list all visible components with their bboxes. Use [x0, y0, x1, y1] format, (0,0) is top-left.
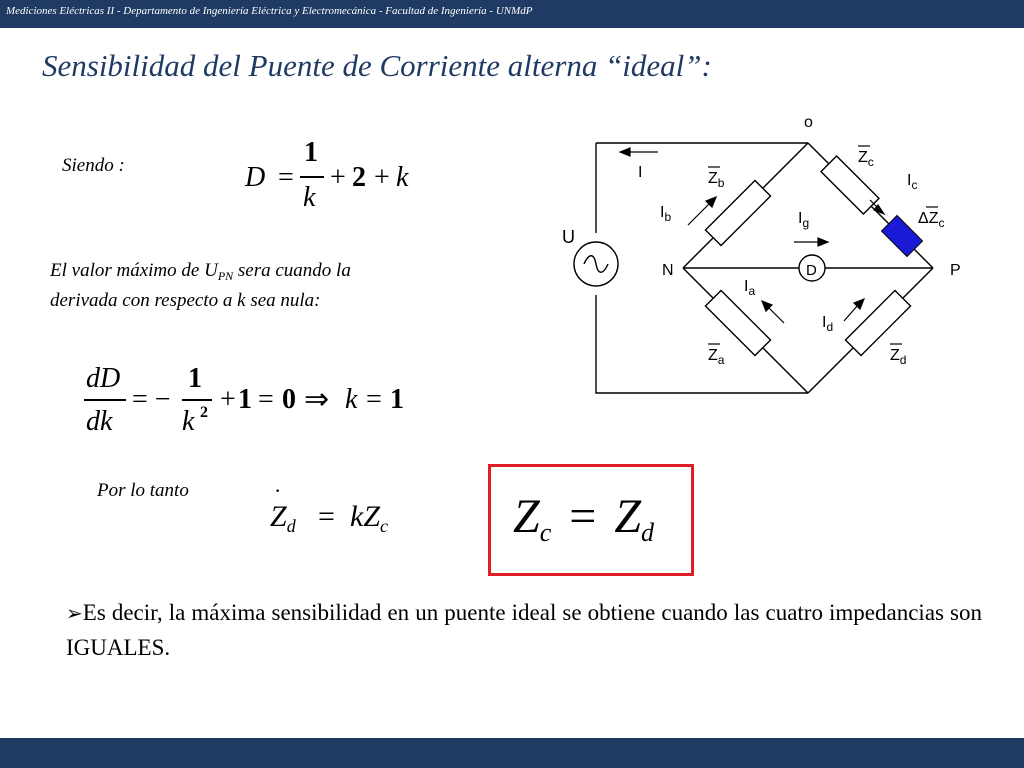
label-ia: $I_a$	[744, 278, 756, 298]
zd-rhs-k: k	[350, 500, 364, 533]
bridge-circuit-diagram	[540, 105, 980, 400]
por-lo-tanto-label: Por lo tanto	[97, 480, 189, 501]
zd-rhs-z: Z	[363, 500, 381, 533]
zd-eq: =	[318, 500, 335, 533]
deriv-num2: 1	[188, 363, 202, 394]
max-text-sub: PN	[217, 269, 234, 284]
deriv-k: k	[345, 384, 358, 415]
deriv-num: dD	[86, 363, 121, 394]
zd-rhs-sub: c	[380, 516, 389, 537]
arrow-ib	[688, 203, 710, 225]
impedance-za	[705, 290, 770, 355]
label-i: I	[638, 164, 643, 181]
arrow-ia	[768, 307, 784, 323]
delta-zc-block	[881, 215, 922, 256]
slide-title: Sensibilidad del Puente de Corriente alterna “ideal”:	[42, 48, 712, 83]
zd-lhs: Z	[270, 500, 287, 533]
deriv-exp: 2	[200, 404, 208, 421]
label-ic: $I_c$	[907, 172, 918, 192]
deriv-zero: 0	[282, 384, 296, 415]
formula-d-two: 2	[352, 162, 366, 193]
result-lhs: Z	[513, 490, 540, 543]
formula-d-plus1: +	[330, 162, 346, 193]
result-rhs-sub: d	[641, 518, 655, 548]
impedance-zb	[705, 180, 770, 245]
label-ib: $I_b$	[660, 204, 672, 224]
label-za: $Z_a$	[708, 347, 725, 367]
deriv-implies: ⇒	[304, 383, 330, 416]
zd-dot: ·	[274, 478, 282, 503]
formula-d-den: k	[303, 182, 316, 213]
deriv-plus: +	[220, 384, 236, 415]
max-text-post: sera cuando la	[233, 260, 351, 281]
formula-d-plus2: +	[374, 162, 390, 193]
footer-bar	[0, 738, 1024, 768]
result-lhs-sub: c	[539, 518, 552, 548]
formula-d-lhs: D	[245, 162, 266, 193]
deriv-eq: = −	[132, 384, 171, 415]
label-delta-zc: $\Delta Z_c$	[918, 210, 945, 230]
detector-label: D	[806, 262, 817, 279]
label-zd: $Z_d$	[890, 347, 907, 367]
result-formula	[513, 489, 655, 548]
label-id: $I_d$	[822, 314, 834, 334]
deriv-eq2: =	[258, 384, 274, 415]
result-eq: =	[569, 490, 597, 543]
bullet-arrow-icon: ➢	[66, 603, 83, 625]
max-text-line1	[50, 260, 351, 282]
max-text-pre: El valor máximo de U	[50, 260, 218, 281]
header-text: Mediciones Eléctricas II - Departamento de Ingeniería Eléctrica y Electromecánica - Facultad de Ingeniería - UNMdP	[6, 5, 533, 17]
label-zc: $Z_c$	[858, 149, 874, 169]
max-text-line2: derivada con respecto a k sea nula:	[50, 290, 321, 311]
result-rhs: Z	[614, 490, 642, 543]
siendo-label: Siendo :	[62, 155, 125, 176]
label-ig: $I_g$	[798, 210, 810, 230]
node-o: o	[804, 114, 813, 131]
node-n: N	[662, 262, 674, 279]
deriv-one: 1	[238, 384, 252, 415]
zd-lhs-sub: d	[286, 516, 296, 537]
formula-d-num: 1	[304, 137, 318, 168]
impedance-zd	[845, 290, 910, 355]
header-bar	[0, 0, 1024, 28]
deriv-fraction-bar2	[182, 399, 212, 401]
deriv-eq3: =	[366, 384, 382, 415]
node-p: P	[950, 262, 961, 279]
formula-d-fraction-bar	[300, 176, 324, 178]
formula-d-eq: =	[278, 162, 294, 193]
deriv-fraction-bar	[84, 399, 126, 401]
arrow-id	[844, 305, 858, 321]
conclusion-text	[66, 596, 982, 664]
formula-d-k: k	[396, 162, 409, 193]
deriv-one2: 1	[390, 384, 404, 415]
deriv-den2: k	[182, 406, 195, 437]
source-label: U	[562, 227, 575, 247]
label-zb: $Z_b$	[708, 170, 725, 190]
wire-left-lower	[596, 295, 808, 393]
result-box	[488, 464, 694, 576]
deriv-den: dk	[86, 406, 113, 437]
conclusion-body: Es decir, la máxima sensibilidad en un puente ideal se obtiene cuando las cuatro impedancias son IGUALES.	[66, 600, 982, 660]
